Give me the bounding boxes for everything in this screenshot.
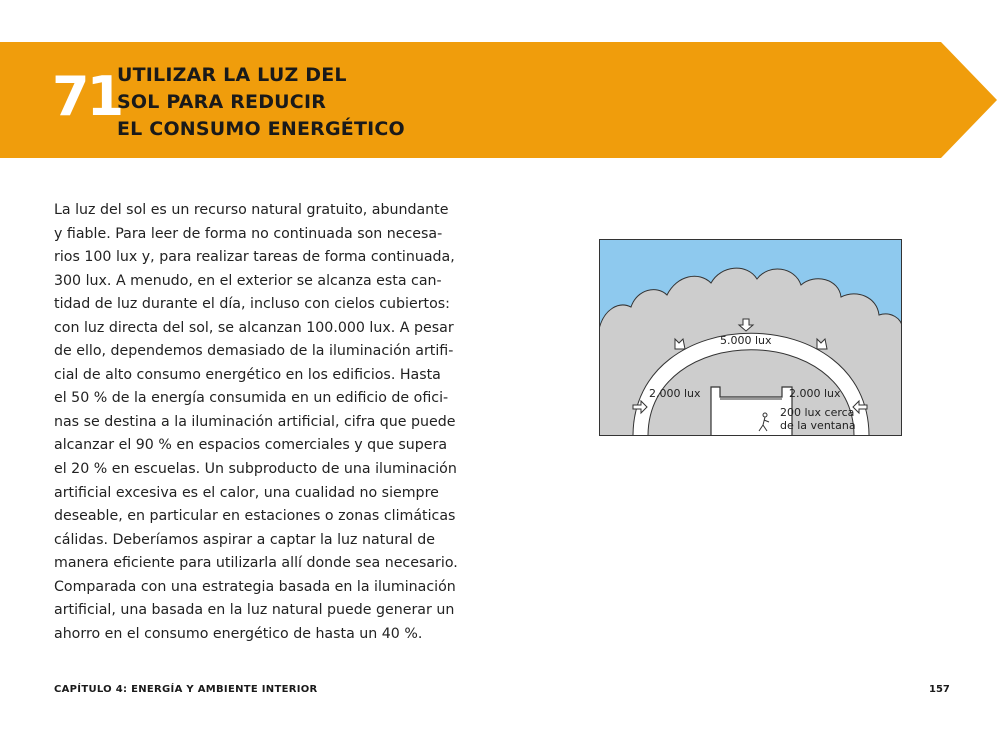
body-line: con luz directa del sol, se alcanzan 100.000 lux. A pesar xyxy=(54,319,454,336)
body-line: tidad de luz durante el día, incluso con cielos cubiertos: xyxy=(54,296,450,313)
body-line: Comparada con una estrategia basada en la iluminación xyxy=(54,578,456,595)
section-title xyxy=(117,62,405,143)
daylight-illustration xyxy=(599,239,902,436)
label-left-lux: 2.000 lux xyxy=(649,387,701,400)
body-line: cial de alto consumo energético en los edificios. Hasta xyxy=(54,366,441,383)
body-line: manera eficiente para utilizarla allí donde sea necesario. xyxy=(54,555,458,572)
body-line: La luz del sol es un recurso natural gratuito, abundante xyxy=(54,202,449,218)
title-line: EL CONSUMO ENERGÉTICO xyxy=(117,118,405,140)
body-line: el 50 % de la energía consumida en un edificio de ofici- xyxy=(54,390,449,407)
body-line: el 20 % en escuelas. Un subproducto de una iluminación xyxy=(54,461,457,478)
label-right-lux: 2.000 lux xyxy=(789,387,841,400)
body-line: artificial excesiva es el calor, una cualidad no siempre xyxy=(54,484,439,501)
body-line: deseable, en particular en estaciones o zonas climáticas xyxy=(54,508,456,525)
body-line: nas se destina a la iluminación artificial, cifra que puede xyxy=(54,413,456,430)
body-line: de ello, dependemos demasiado de la iluminación artifi- xyxy=(54,343,454,360)
body-paragraph xyxy=(54,199,458,646)
body-line: alcanzar el 90 % en espacios comerciales y que supera xyxy=(54,437,448,454)
body-line: cálidas. Deberíamos aspirar a captar la luz natural de xyxy=(54,531,435,548)
label-window-lux-2: de la ventana xyxy=(780,419,856,432)
page-number: 157 xyxy=(929,684,950,695)
body-line: artificial, una basada en la luz natural puede generar un xyxy=(54,602,455,619)
body-line: 300 lux. A menudo, en el exterior se alcanza esta can- xyxy=(54,272,442,289)
label-zenith-lux: 5.000 lux xyxy=(720,334,772,347)
body-line: ahorro en el consumo energético de hasta un 40 %. xyxy=(54,625,423,642)
label-window-lux-1: 200 lux cerca xyxy=(780,406,855,419)
title-line: UTILIZAR LA LUZ DEL xyxy=(117,64,347,86)
footer-chapter: CAPÍTULO 4: ENERGÍA Y AMBIENTE INTERIOR xyxy=(54,684,318,695)
body-line: y fiable. Para leer de forma no continuada son necesa- xyxy=(54,225,443,242)
section-number: 71 xyxy=(52,65,122,128)
body-line: rios 100 lux y, para realizar tareas de forma continuada, xyxy=(54,249,455,266)
title-line: SOL PARA REDUCIR xyxy=(117,91,327,113)
